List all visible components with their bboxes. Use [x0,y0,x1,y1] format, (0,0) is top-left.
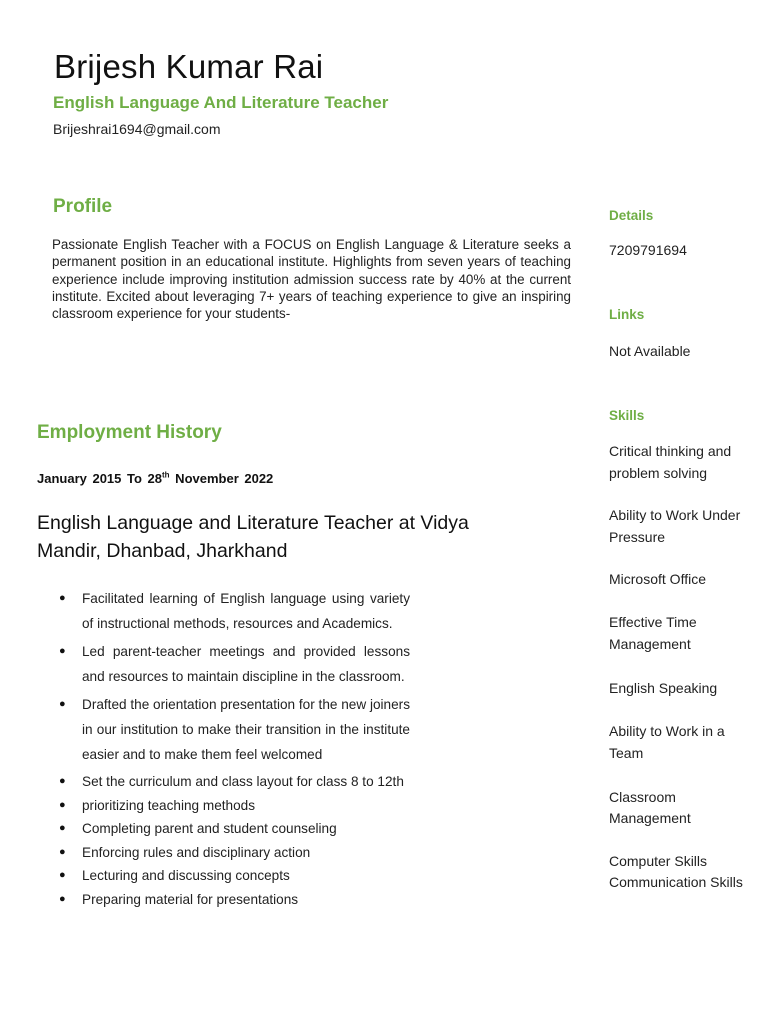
duty-text: Facilitated learning of English language using variety of instructional methods, resources and Academics. [82,591,410,631]
period-start: January 2015 To 28 [37,471,162,486]
job-title: English Language And Literature Teacher [53,93,389,112]
skill-item: Microsoft Office [609,571,706,587]
duty-text: Preparing material for presentations [82,891,299,907]
duties-list [57,587,417,911]
skills-label: Skills [609,408,645,423]
bullet-icon: ● [59,822,66,834]
phone-number: 7209791694 [609,242,687,258]
profile-summary: Passionate English Teacher with a FOCUS on English Language & Literature seeks a permanent position in an educational institute. Highlights from seven years of teaching experience include improving institution admission success rate by 40% at the current institute. Excited about leveraging 7+ years of teaching experience to give an inspiring classroom experience for your students- [52,237,571,322]
bullet-icon: ● [59,845,66,858]
period-end: November 2022 [169,471,274,486]
bullet-icon: ● [59,892,66,905]
duty-text: Enforcing rules and disciplinary action [82,844,311,860]
links-label: Links [609,307,645,322]
skill-item: Computer Skills [609,853,708,869]
list-item [57,770,417,794]
duty-text: Set the curriculum and class layout for class 8 to 12th [82,774,404,789]
duty-text: Completing parent and student counseling [82,821,337,836]
skill-item: English Speaking [609,680,718,696]
skill-item: Communication Skills [609,874,743,890]
skill-item: Critical thinking and problem solving [609,443,732,481]
skill-item: Classroom Management [609,789,691,826]
bullet-icon: ● [59,798,66,811]
profile-heading: Profile [53,196,113,217]
bullet-icon: ● [59,775,66,787]
skill-item: Ability to Work Under Pressure [609,507,741,545]
email-address: Brijeshrai1694@gmail.com [53,121,221,137]
bullet-icon: ● [59,698,66,710]
candidate-name: Brijesh Kumar Rai [54,48,324,85]
skill-item: Effective Time Management [609,614,697,652]
list-item [57,888,417,912]
list-item [57,692,410,767]
list-item [57,586,410,636]
links-value: Not Available [609,343,691,359]
bullet-icon: ● [59,592,66,604]
details-label: Details [609,208,654,223]
position-title: English Language and Literature Teacher at Vidya Mandir, Dhanbad, Jharkhand [37,512,469,562]
list-item [57,864,417,888]
skill-item: Ability to Work in a Team [609,723,725,761]
bullet-icon: ● [59,869,66,881]
duty-text: prioritizing teaching methods [82,797,256,813]
duty-text: Lecturing and discussing concepts [82,868,290,883]
employment-period [37,471,273,486]
duty-text: Led parent-teacher meetings and provided lessons and resources to maintain discipline in the classroom. [82,644,410,684]
list-item [57,817,417,841]
duty-text: Drafted the orientation presentation for the new joiners in our institution to make their transition in the institute easier and to make them feel welcomed [82,697,410,762]
period-start-suffix: th [162,470,170,480]
list-item [57,841,417,865]
list-item [57,639,410,689]
employment-history-heading: Employment History [37,422,222,443]
list-item [57,794,417,818]
bullet-icon: ● [59,645,66,657]
